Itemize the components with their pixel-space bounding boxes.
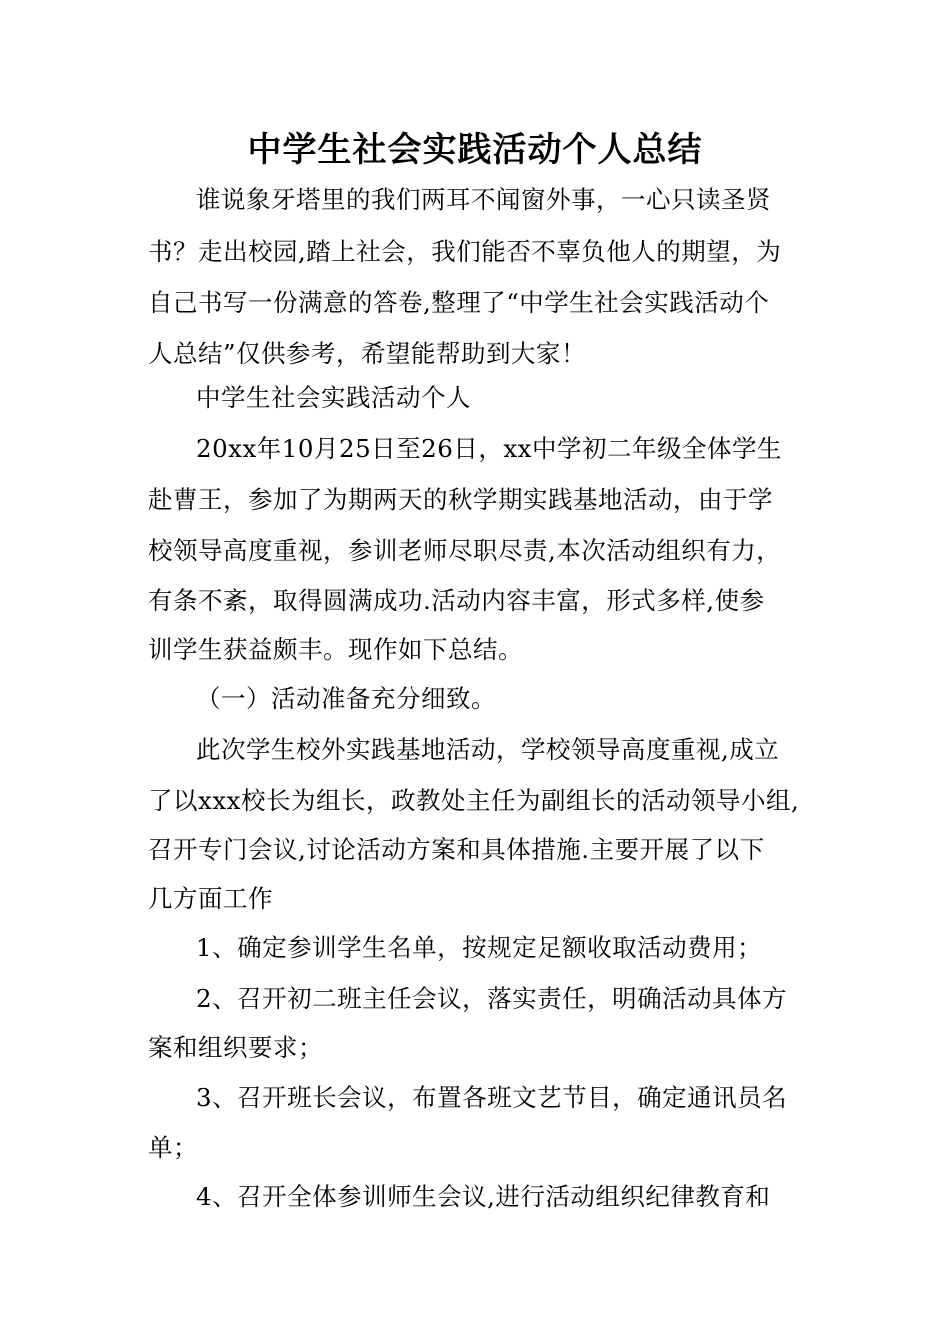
- paragraph-line: 校领导高度重视，参训老师尽职尽责,本次活动组织有力，: [148, 536, 782, 565]
- paragraph-line: 人总结”仅供参考，希望能帮助到大家！: [148, 339, 587, 368]
- paragraph-line: 有条不紊，取得圆满成功.活动内容丰富，形式多样,使参: [148, 586, 765, 615]
- list-item: 3、召开班长会议，布置各班文艺节目，确定通讯员名: [196, 1083, 788, 1112]
- paragraph-line: 召开专门会议,讨论活动方案和具体措施.主要开展了以下: [148, 835, 765, 864]
- list-item: 1、确定参训学生名单，按规定足额收取活动费用；: [196, 933, 763, 962]
- list-item: 4、召开全体参训师生会议,进行活动组织纪律教育和: [196, 1182, 771, 1211]
- paragraph-line: 了以xxx校长为组长，政教处主任为副组长的活动领导小组,: [148, 786, 800, 815]
- paragraph-line: 训学生获益颇丰。现作如下总结。: [148, 635, 523, 664]
- list-item-continuation: 案和组织要求；: [148, 1033, 323, 1062]
- document-title: 中学生社会实践活动个人总结: [247, 130, 703, 170]
- paragraph-line: 书？走出校园,踏上社会，我们能否不辜负他人的期望，为: [148, 237, 782, 266]
- paragraph-line: 此次学生校外实践基地活动，学校领导高度重视,成立: [196, 735, 780, 764]
- list-item-continuation: 单；: [148, 1133, 198, 1162]
- subsection-heading: （一）活动准备充分细致。: [196, 684, 496, 713]
- paragraph-line: 几方面工作: [148, 884, 273, 913]
- paragraph-line: 赴曹王，参加了为期两天的秋学期实践基地活动，由于学: [148, 485, 773, 514]
- paragraph-line: 20xx年10月25日至26日，xx中学初二年级全体学生: [196, 434, 782, 463]
- list-item: 2、召开初二班主任会议，落实责任，明确活动具体方: [196, 984, 788, 1013]
- paragraph-line: 自己书写一份满意的答卷,整理了“中学生社会实践活动个: [148, 288, 770, 317]
- section-heading: 中学生社会实践活动个人: [196, 383, 471, 412]
- paragraph-line: 谁说象牙塔里的我们两耳不闻窗外事，一心只读圣贤: [196, 185, 771, 214]
